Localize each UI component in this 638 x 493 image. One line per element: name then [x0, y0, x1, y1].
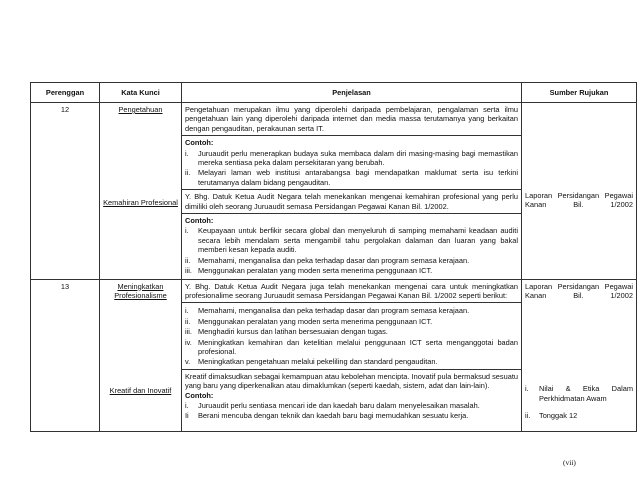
example-list — [185, 401, 518, 421]
header-kata-kunci: Kata Kunci — [100, 83, 182, 103]
explanation-cell — [182, 103, 522, 280]
list-item: ii. Menggunakan peralatan yang moden serta menerima penggunaan ICT. — [185, 316, 433, 326]
contoh-label: Contoh: — [185, 138, 214, 148]
explanation-text: Y. Bhg. Datuk Ketua Audit Negara juga telah menekankan mengenai cara untuk meningkatkan profesionalime seorang Juruaudit semasa Persidangan Pegawai Kanan Bil. 1/2002 seperti berikut: — [185, 281, 518, 300]
keyword-kemahiran-profesional: Kemahiran Profesional — [103, 198, 178, 208]
header-perenggan: Perenggan — [31, 83, 100, 103]
list-item: ii. Tonggak 12 — [525, 411, 578, 421]
list-item: Ii Berani mencuba dengan teknik dan kaedah baru bagi memudahkan sesuatu kerja. — [185, 411, 469, 421]
header-row — [31, 83, 637, 103]
keyword-cell — [100, 279, 182, 431]
list-item: i. Juruaudit perlu menerapkan budaya suka membaca dalam diri masing-masing bagi memastikan mereka sentiasa peka dalam persekitaran yang berubah. — [185, 148, 518, 168]
explanation-text: Pengetahuan merupakan ilmu yang diperolehi daripada pembelajaran, pengalaman serta ilmu pengetahuan lain yang diperolehi daripada internet dan media massa terutamanya yang berkaitan dengan pengauditan, perakaunan serta IT. — [185, 105, 518, 133]
keyword-pengetahuan: Pengetahuan — [118, 105, 163, 114]
example-list — [185, 306, 518, 366]
explanation-text: Kreatif dimaksudkan sebagai kemampuan atau kebolehan mencipta. Inovatif pula bermaksud sesuatu yang baru yang diperkenalkan atau dimaklumkan (seperti kaedah, sistem, adat dan lain-lain). — [185, 371, 518, 391]
example-list — [185, 226, 518, 275]
paragraph-number: 12 — [31, 103, 100, 280]
paragraph-number: 13 — [31, 279, 100, 431]
keyword-meningkatkan-profesionalisme: Meningkatkan Profesionalisme — [114, 281, 167, 300]
list-item: i. Keupayaan untuk berfikir secara global dan menyeluruh di samping memahami keadaan auditi secara lebih mendalam serta mengambil tahu pergolakan dalaman dan luaran yang bakal memberi kesan kepada auditi. — [185, 226, 518, 255]
list-item: iv. Meningkatkan kemahiran dan ketelitian melalui penggunaan ICT serta menganggotai badan profesional. — [185, 337, 518, 356]
list-item: ii. Memahami, menganalisa dan peka terhadap dasar dan program semasa kerajaan. — [185, 255, 470, 265]
reference-text: Laporan Persidangan Pegawai Kanan Bil. 1/2002 — [525, 191, 633, 210]
table-row — [31, 103, 637, 280]
list-item: v. Meningkatkan pengetahuan melalui pekeliling dan standard pengauditan. — [185, 357, 438, 367]
example-list — [185, 149, 518, 188]
header-penjelasan: Penjelasan — [182, 83, 522, 103]
table-row — [31, 279, 637, 431]
reference-cell — [522, 103, 637, 280]
explanation-text: Y. Bhg. Datuk Ketua Audit Negara telah menekankan mengenai kemahiran profesional yang perlu dimiliki oleh seorang Juruaudit semasa Persidangan Pegawai Kanan Bil. 1/2002. — [185, 192, 518, 211]
explanation-cell — [182, 279, 522, 431]
list-item: iii. Menghadiri kursus dan latihan bersesuaian dengan tugas. — [185, 327, 388, 337]
page-number: (vii) — [563, 458, 576, 467]
reference-text: Laporan Persidangan Pegawai Kanan Bil. 1/2002 — [525, 281, 633, 300]
reference-cell — [522, 279, 637, 431]
list-item: ii. Melayari laman web institusi antarabangsa bagi mendapatkan maklumat serta isu terkini terutamanya dalam bidang pengauditan. — [185, 168, 518, 187]
keyword-kreatif-inovatif: Kreatif dan Inovatif — [109, 386, 172, 396]
contoh-label: Contoh: — [185, 390, 214, 400]
content-table — [30, 82, 637, 432]
keyword-cell — [100, 103, 182, 280]
list-item: iii. Menggunakan peralatan yang moden serta menerima penggunaan ICT. — [185, 266, 433, 276]
header-sumber-rujukan: Sumber Rujukan — [522, 83, 637, 103]
list-item: i. Juruaudit perlu sentiasa mencari ide dan kaedah baru dalam menyelesaikan masalah. — [185, 400, 480, 410]
list-item: i. Memahami, menganalisa dan peka terhadap dasar dan program semasa kerajaan. — [185, 306, 470, 316]
list-item: i. Nilai & Etika Dalam Perkhidmatan Awam — [525, 384, 633, 403]
contoh-label: Contoh: — [185, 216, 214, 226]
reference-list — [525, 384, 633, 420]
